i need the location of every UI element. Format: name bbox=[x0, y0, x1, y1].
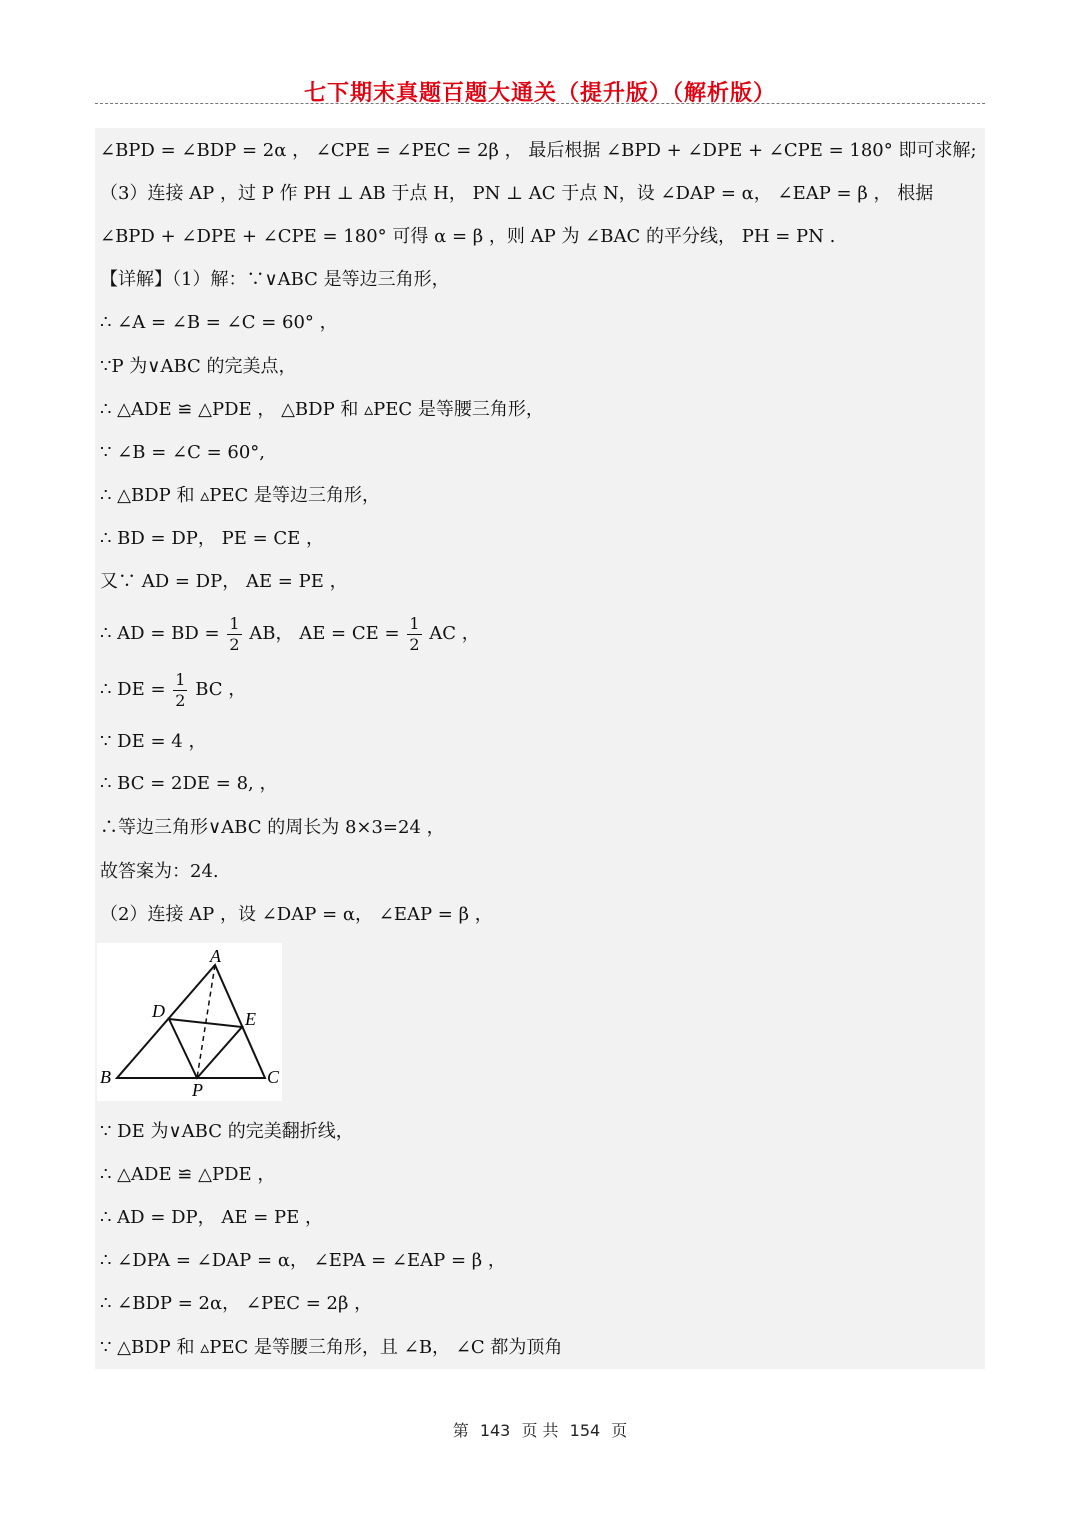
solution-line-2: （3）连接 AP ，过 P 作 PH ⊥ AB 于点 H， PN ⊥ AC 于点 N，设 ∠DAP = α， ∠EAP = β ， 根据 bbox=[100, 183, 934, 204]
fraction-half bbox=[227, 614, 241, 655]
footer-page-prefix: 第 bbox=[452, 1421, 469, 1440]
solution-line-6: ∵P 为∨ABC 的完美点， bbox=[100, 356, 297, 377]
solution-line-7: ∴ △ADE ≌ △PDE ， △BDP 和 ▵PEC 是等腰三角形， bbox=[100, 399, 544, 420]
line-12-part-b: AB， AE = CE = bbox=[249, 623, 400, 644]
fraction-numerator: 1 bbox=[409, 613, 420, 633]
solution-line-11: 又∵ AD = DP， AE = PE ， bbox=[100, 571, 348, 592]
answer-line: 故答案为：24. bbox=[100, 861, 219, 882]
solution-line-9: ∴ △BDP 和 ▵PEC 是等边三角形， bbox=[100, 485, 381, 506]
label-d: D bbox=[152, 1001, 165, 1021]
footer-page-mid: 页 共 bbox=[521, 1421, 559, 1440]
label-p: P bbox=[192, 1080, 203, 1100]
label-b: B bbox=[100, 1067, 111, 1087]
solution-line-14: ∵ DE = 4 ， bbox=[100, 731, 207, 752]
solution-line-13 bbox=[100, 668, 246, 712]
solution-line-16: ∴等边三角形∨ABC 的周长为 8×3=24 ， bbox=[100, 817, 445, 838]
footer-total-pages: 154 bbox=[569, 1421, 601, 1440]
header-divider bbox=[95, 103, 985, 104]
footer-page-number: 143 bbox=[479, 1421, 511, 1440]
solution-line-12 bbox=[100, 612, 480, 656]
solution-line-18: （2）连接 AP ，设 ∠DAP = α， ∠EAP = β ， bbox=[100, 904, 493, 925]
triangle-diagram bbox=[97, 943, 282, 1101]
fraction-denominator: 2 bbox=[409, 634, 420, 654]
triangle-figure bbox=[97, 943, 282, 1101]
fraction-numerator: 1 bbox=[175, 669, 186, 689]
footer-page-suffix: 页 bbox=[611, 1421, 628, 1440]
solution-line-10: ∴ BD = DP， PE = CE ， bbox=[100, 528, 325, 549]
document-header-title: 七下期末真题百题大通关（提升版）（解析版） bbox=[303, 81, 776, 106]
fraction-half bbox=[173, 670, 187, 711]
label-a: A bbox=[210, 946, 221, 966]
solution-line-3: ∠BPD + ∠DPE + ∠CPE = 180° 可得 α = β ，则 AP 为 ∠BAC 的平分线， PH = PN . bbox=[100, 226, 836, 247]
solution-line-19: ∵ DE 为∨ABC 的完美翻折线， bbox=[100, 1121, 354, 1142]
solution-line-22: ∴ ∠DPA = ∠DAP = α， ∠EPA = ∠EAP = β ， bbox=[100, 1250, 506, 1271]
solution-line-1: ∠BPD = ∠BDP = 2α ， ∠CPE = ∠PEC = 2β ， 最后根据 ∠BPD + ∠DPE + ∠CPE = 180° 即可求解; bbox=[100, 140, 977, 161]
fraction-numerator: 1 bbox=[229, 613, 240, 633]
solution-line-5: ∴ ∠A = ∠B = ∠C = 60° ， bbox=[100, 312, 338, 333]
line-13-part-b: BC ， bbox=[195, 679, 247, 700]
solution-line-23: ∴ ∠BDP = 2α， ∠PEC = 2β ， bbox=[100, 1293, 373, 1314]
solution-line-21: ∴ AD = DP， AE = PE ， bbox=[100, 1207, 324, 1228]
line-13-part-a: ∴ DE = bbox=[100, 679, 166, 700]
page-footer bbox=[0, 1418, 1080, 1441]
solution-line-8: ∵ ∠B = ∠C = 60°, bbox=[100, 442, 266, 463]
solution-line-24: ∵ △BDP 和 ▵PEC 是等腰三角形，且 ∠B， ∠C 都为顶角 bbox=[100, 1337, 563, 1358]
fraction-half bbox=[407, 614, 421, 655]
fraction-denominator: 2 bbox=[175, 690, 186, 710]
line-12-part-c: AC ， bbox=[429, 623, 480, 644]
fraction-denominator: 2 bbox=[229, 634, 240, 654]
solution-line-20: ∴ △ADE ≌ △PDE ， bbox=[100, 1164, 276, 1185]
solution-line-15: ∴ BC = 2DE = 8, ， bbox=[100, 773, 278, 794]
label-e: E bbox=[245, 1009, 256, 1029]
label-c: C bbox=[267, 1067, 280, 1087]
line-12-part-a: ∴ AD = BD = bbox=[100, 623, 220, 644]
detail-heading-line: 【详解】（1）解：∵∨ABC 是等边三角形， bbox=[100, 269, 450, 290]
